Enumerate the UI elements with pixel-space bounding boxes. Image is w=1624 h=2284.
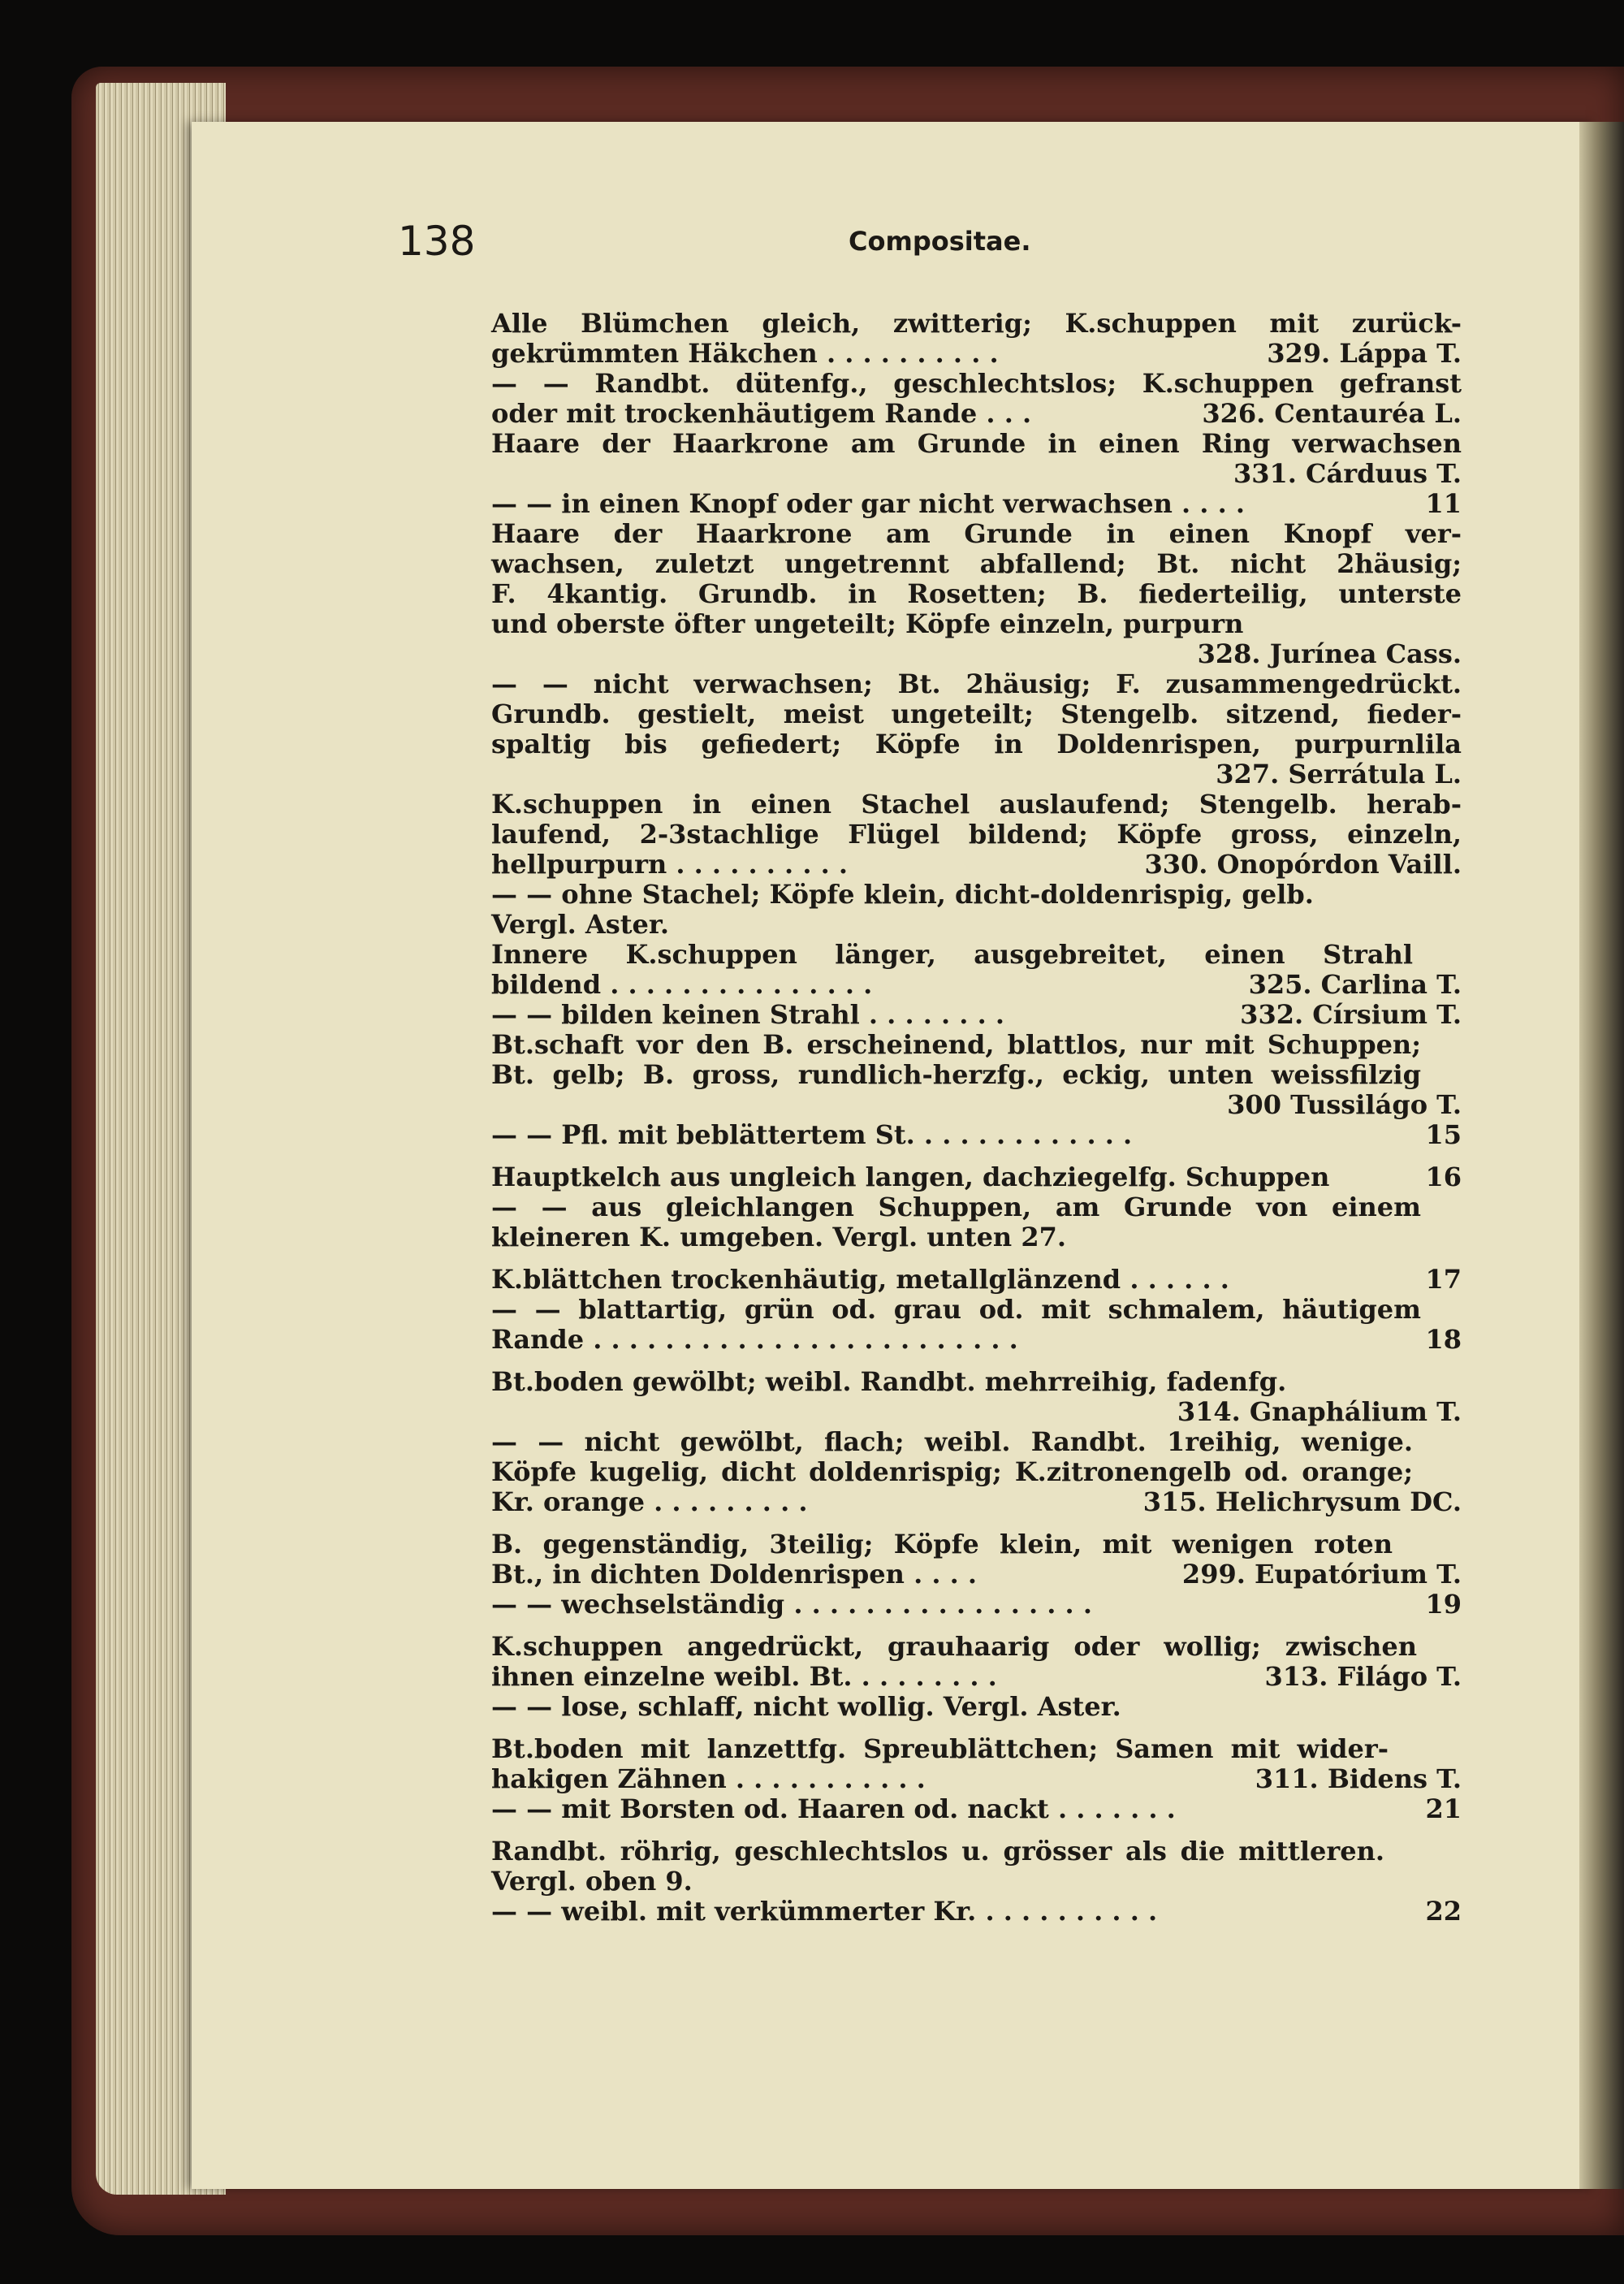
key-line: — — weibl. mit verkümmerter Kr. . . . . . . . . . . 22: [491, 1896, 1462, 1927]
key-line: Haare der Haarkrone am Grunde in einen Ring verwachsen: [491, 428, 1462, 459]
key-line: Rande . . . . . . . . . . . . . . . . . . . . . . . . 18: [491, 1324, 1462, 1355]
key-line: — — Randbt. dütenfg., geschlechtslos; K.schuppen gefranst: [491, 368, 1462, 399]
key-line: Vergl. Aster.: [491, 909, 669, 940]
key-line: Alle Blümchen gleich, zwitterig; K.schuppen mit zurück-: [491, 308, 1462, 339]
key-line: Bt.boden gewölbt; weibl. Randbt. mehrreihig, fadenfg.: [491, 1366, 1287, 1397]
key-line: — — ohne Stachel; Köpfe klein, dicht-doldenrispig, gelb.: [491, 879, 1314, 910]
key-line: — — bilden keinen Strahl . . . . . . . . 332. Círsium T.: [491, 999, 1462, 1030]
key-line: Vergl. oben 9.: [491, 1866, 693, 1897]
key-line: Grundb. gestielt, meist ungeteilt; Stengelb. sitzend, fieder-: [491, 699, 1462, 729]
key-line: 300 Tussilágo T.: [1227, 1089, 1462, 1120]
key-line: 331. Cárduus T.: [1233, 458, 1462, 489]
key-line: 327. Serrátula L.: [1216, 759, 1462, 789]
key-line: B. gegenständig, 3teilig; Köpfe klein, mit wenigen roten: [491, 1529, 1393, 1559]
key-line: hellpurpurn . . . . . . . . . . 330. Onopórdon Vaill.: [491, 849, 1462, 880]
key-line: Bt.boden mit lanzettfg. Spreublättchen; Samen mit wider-: [491, 1733, 1389, 1764]
key-line: — — in einen Knopf oder gar nicht verwachsen . . . . 11: [491, 488, 1462, 519]
page-gutter: [1579, 122, 1624, 2189]
key-line: F. 4kantig. Grundb. in Rosetten; B. fiederteilig, unterste: [491, 578, 1462, 609]
key-line: — — aus gleichlangen Schuppen, am Grunde von einem: [491, 1192, 1421, 1222]
key-line: K.blättchen trockenhäutig, metallglänzend . . . . . . 17: [491, 1264, 1462, 1295]
key-line: — — wechselständig . . . . . . . . . . . . . . . . . 19: [491, 1589, 1462, 1620]
key-line: — — blattartig, grün od. grau od. mit schmalem, häutigem: [491, 1294, 1421, 1325]
key-line: Bt.schaft vor den B. erscheinend, blattlos, nur mit Schuppen;: [491, 1029, 1421, 1060]
key-line: Innere K.schuppen länger, ausgebreitet, einen Strahl: [491, 939, 1413, 970]
key-line: laufend, 2-3stachlige Flügel bildend; Köpfe gross, einzeln,: [491, 819, 1462, 850]
key-line: Bt., in dichten Doldenrispen . . . . 299. Eupatórium T.: [491, 1559, 1462, 1590]
key-line: bildend . . . . . . . . . . . . . . . 325. Carlina T.: [491, 969, 1462, 1000]
key-line: K.schuppen angedrückt, grauhaarig oder wollig; zwischen: [491, 1631, 1417, 1662]
key-line: oder mit trockenhäutigem Rande . . . 326. Centauréa L.: [491, 398, 1462, 429]
key-line: Köpfe kugelig, dicht doldenrispig; K.zitronengelb od. orange;: [491, 1456, 1413, 1487]
key-line: wachsen, zuletzt ungetrennt abfallend; Bt. nicht 2häusig;: [491, 548, 1462, 579]
key-line: 328. Jurínea Cass.: [1197, 638, 1462, 669]
key-line: spaltig bis gefiedert; Köpfe in Doldenrispen, purpurnlila: [491, 729, 1462, 759]
key-line: Randbt. röhrig, geschlechtslos u. grösser als die mittleren.: [491, 1836, 1384, 1867]
key-line: — — mit Borsten od. Haaren od. nackt . . . . . . . 21: [491, 1793, 1462, 1824]
key-line: Kr. orange . . . . . . . . . 315. Helichrysum DC.: [491, 1486, 1462, 1517]
key-line: — — lose, schlaff, nicht wollig. Vergl. Aster.: [491, 1691, 1121, 1722]
key-line: Bt. gelb; B. gross, rundlich-herzfg., eckig, unten weissfilzig: [491, 1059, 1421, 1090]
key-line: — — nicht verwachsen; Bt. 2häusig; F. zusammengedrückt.: [491, 668, 1462, 699]
key-line: hakigen Zähnen . . . . . . . . . . . 311. Bidens T.: [491, 1763, 1462, 1794]
running-head: Compositae.: [849, 226, 1031, 257]
key-line: K.schuppen in einen Stachel auslaufend; Stengelb. herab-: [491, 789, 1462, 820]
key-line: kleineren K. umgeben. Vergl. unten 27.: [491, 1222, 1066, 1252]
key-line: gekrümmten Häkchen . . . . . . . . . . 329. Láppa T.: [491, 338, 1462, 369]
key-line: — — Pfl. mit beblättertem St. . . . . . . . . . . . . 15: [491, 1119, 1462, 1150]
page-number: 138: [398, 218, 476, 265]
key-line: Hauptkelch aus ungleich langen, dachziegelfg. Schuppen 16: [491, 1161, 1462, 1192]
key-line: ihnen einzelne weibl. Bt. . . . . . . . . 313. Filágo T.: [491, 1661, 1462, 1692]
key-line: Haare der Haarkrone am Grunde in einen Knopf ver-: [491, 518, 1462, 549]
key-line: 314. Gnaphálium T.: [1177, 1396, 1462, 1427]
key-line: — — nicht gewölbt, flach; weibl. Randbt. 1reihig, wenige.: [491, 1426, 1413, 1457]
key-line: und oberste öfter ungeteilt; Köpfe einzeln, purpurn: [491, 608, 1244, 639]
